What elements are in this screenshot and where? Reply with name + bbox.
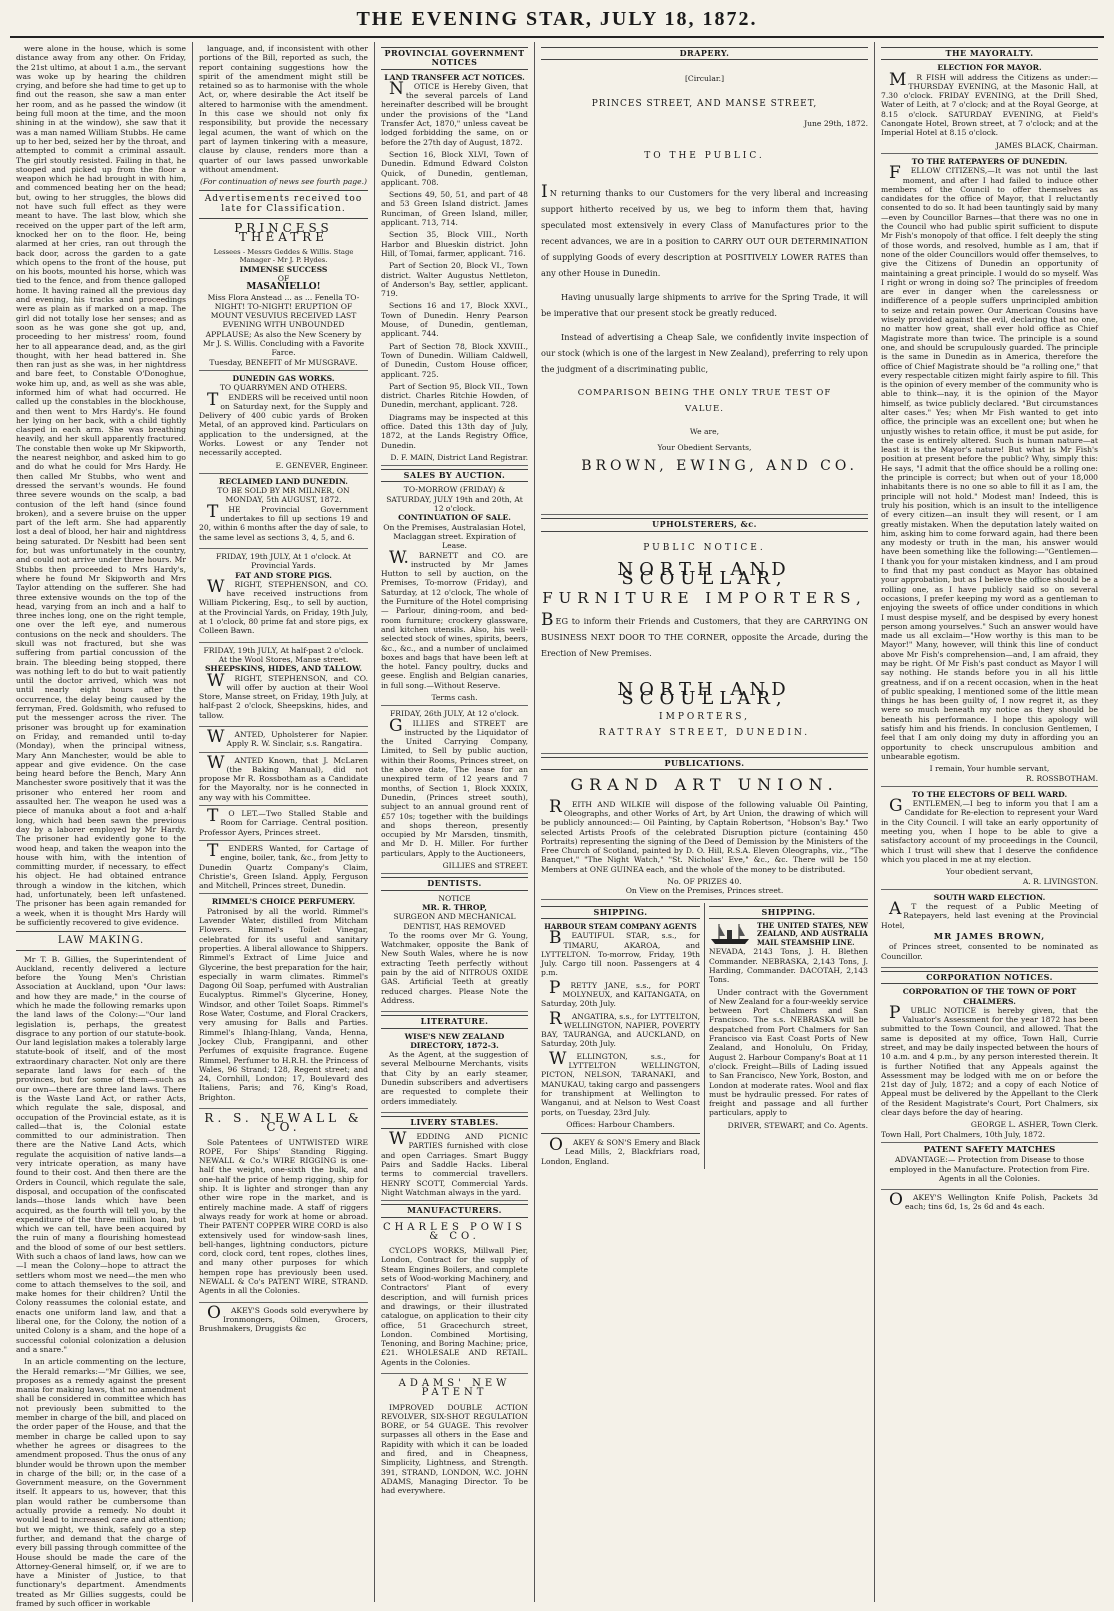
dent-notice: NOTICE — [438, 893, 471, 903]
gas-sub: TO QUARRYMEN AND OTHERS. — [219, 383, 348, 393]
we-are: We are, — [689, 427, 720, 437]
land-item: Sections 16 and 17, Block XXVI., Town of Dunedin. Henry Pearson Mouse, of Dunedin, gentleman, applicant. 744. — [381, 301, 528, 339]
rec-sub: TO BE SOLD BY MR MILNER, ON MONDAY, 5th AUGUST, 1872. — [217, 486, 350, 505]
newall-title: R. S. NEWALL & CO. — [204, 1110, 363, 1135]
south-name: MR JAMES BROWN, — [933, 932, 1046, 943]
friday-2: FRIDAY, 19th JULY, At half-past 2 o'clock. At the Wool Stores, Manse street. — [203, 645, 364, 664]
theatre-benefit: Tuesday, BENEFIT of Mr MUSGRAVE. — [209, 357, 358, 367]
harbour-steam-title: HARBOUR STEAM COMPANY AGENTS — [544, 921, 697, 931]
land-item: Section 35, Block VIII., North Harbor and Blueskin district. John Hill, of Tomai, farmer, applicant. 716. — [381, 230, 528, 258]
land-sign: D. F. MAIN, District Land Registrar. — [390, 452, 528, 462]
pigs-title: FAT AND STORE PIGS. — [235, 570, 332, 580]
section-header-mayoralty: THE MAYORALTY. — [881, 47, 1098, 60]
match-body: ADVANTAGE:— Protection from Disease to those employed in the Manufacture. Protection from Fire. Agents in all the Colonies. — [889, 1155, 1090, 1183]
section-header-dentists: DENTISTS. — [381, 877, 528, 890]
rec-title: RECLAIMED LAND DUNEDIN. — [219, 476, 348, 486]
divider — [16, 931, 186, 932]
newspaper-title: THE EVENING STAR, JULY 18, 1872. — [356, 8, 758, 30]
corp-title: CORPORATION OF THE TOWN OF PORT CHALMERS. — [902, 987, 1077, 1006]
ad-princess-theatre — [199, 221, 368, 371]
late-ads-header: Advertisements received too late for Classification. — [204, 194, 363, 214]
rate-title: TO THE RATEPAYERS OF DUNEDIN. — [911, 156, 1068, 166]
rate-sign: R. ROSSBOTHAM. — [1025, 773, 1098, 783]
ad-mayor-fish — [881, 63, 1098, 154]
section-header-auction: SALES BY AUCTION. — [381, 469, 528, 482]
ad-livery: WEDDING AND PICNIC PARTIES furnished with close and open Carriages. Smart Buggy Pairs and Saddle Hacks. Liberal terms to commercial travellers. HENRY SCOTT, Commercial Yards. Night Watchman always in the yard. — [381, 1132, 528, 1201]
rimmel-body: Patronised by all the world. Rimmel's Lavender Water, distilled from Mitcham Flowers. Rimmel's Toilet Vinegar, celebrated for its useful and sanitary properties. A liberal allowance to Shippers. Rimmel's Extract of Lime Juice and Glycerine, the best preparation for the hair, especially in warm climates. Rimmel's Dagong Oil Soap, perfumed with Australian Eucalyptus. Rimmel's Glycerine, Honey, Windsor, and other Toilet Soaps. Rimmel's Rose Water, Costume, and Floral Crackers, very amusing for Balls and Parties. Rimmel's Ihlang-Ihlang, Vanda, Henna, Jockey Club, Frangipanni, and other Perfumes of exquisite fragrance. Eugene Rimmel, Perfumer to H.R.H. the Princess of Wales, 96 Strand; 128, Regent street; and 24, Cornhill, London; 17, Boulevard des Italiens, Paris; and 76, King's Road, Brighton. — [199, 906, 368, 1102]
land-body: NOTICE is Hereby Given, that the several parcels of Land hereinafter described will be brought under the provisions of the "Land Transfer Act, 1870," unless caveat be lodged forbidding the same, on or before the 27th day of August, 1872. — [381, 78, 528, 147]
land-item: Sections 49, 50, 51, and part of 48 and 53 Green Island district. James Runciman, of Green Island, miller, applicant. 713, 714. — [381, 190, 528, 228]
ad-newall — [199, 1110, 368, 1303]
section-header-corporation: CORPORATION NOTICES. — [881, 971, 1098, 984]
ad-auction-lease — [381, 709, 528, 874]
land-item: Section 16, Block XLVI, Town of Dunedin. Edmund Edward Colston Quick, of Dunedin, gentleman, applicant. 708. — [381, 149, 528, 187]
section-header-drapery: DRAPERY. — [541, 47, 868, 60]
section-header-shipping-right: SHIPPING. — [709, 906, 868, 919]
shipping-right — [704, 903, 868, 1169]
section-header-manufacturers: MANUFACTURERS. — [381, 1204, 528, 1217]
land-item: Part of Section 78, Block XXVIII., Town of Dunedin. William Caldwell, of Dunedin, Custom House officer, applicant. 725. — [381, 341, 528, 379]
auction1-body: W.BARNETT and CO. are instructed by Mr James Hutton to sell by auction, on the Premises, To-morrow (Friday), and Saturday, at 12 o'clock, The whole of the Furniture of the Hotel comprising — Parlour, dining-room, and bed-room furniture; crockery glassware, and kitchen utensils. Also, his well-selected stock of wines, spirits, beers, &c., &c., and a number of unclaimed boxes and bags that have been left at the hotel. Fancy poultry, ducks and geese. English and Belgian canaries, in full song.—Without Reserve. — [381, 547, 528, 690]
gas-title: DUNEDIN GAS WORKS. — [232, 373, 335, 383]
ad-tenders-cartage: TENDERS Wanted, for Cartage of engine, boiler, tank, &c., from Jetty to Dunedin Quartz Company's Claim, Christie's, Green Island. Apply, Ferguson and Mitchell, Princes street, Dunedin. — [199, 844, 368, 894]
ad-rossbotham — [881, 157, 1098, 787]
ad-port-chalmers — [881, 987, 1098, 1143]
newall-body: Sole Patentees of UNTWISTED WIRE ROPE, For Ships' Standing Rigging. NEWALL & Co.'s WIRE RIGGING is one-half the weight, one-sixth the bulk, and one-half the price of hemp rigging, ship for ship. It is lighter and stronger than any other wire rope in the market, and is entirely machine made. A staff of riggers always ready for work at home or abroad. Their PATENT COPPER WIRE CORD is also extensively used for window-sash lines, bell-hanges, lightning conductors, picture cord, clock cord, tent ropes, clothes lines, and many other purposes for which hempen rope has previously been used. NEWALL & Co's PATENT WIRE, STRAND. Agents in all the Colonies. — [199, 1137, 368, 1296]
theatre-success: IMMENSE SUCCESS — [239, 264, 328, 274]
adams-body: IMPROVED DOUBLE ACTION REVOLVER, SIX-SHOT REGULATION BORE, or 54 GUAGE. This revolver surpasses all others in the Ease and Rapidity with which it can be loaded and fired, and in Cheapness, Simplicity, Lightness, and Strength. 391, STRAND, LONDON, W.C. JOHN ADAMS, Managing Director. To be had everywhere. — [381, 1402, 528, 1496]
drapery-body-3: Instead of advertising a Cheap Sale, we confidently invite inspection of our stock (which is one of the largest in New Zealand), preferring to rely upon the judgment of a discriminating public, — [541, 332, 868, 375]
column-5 — [874, 42, 1104, 1602]
ad-knife-polish: OAKEY'S Wellington Knife Polish, Packets 3d each; tins 6d, 1s, 2s 6d and 4s each. — [889, 1190, 1098, 1212]
divider — [541, 1133, 700, 1134]
auction1-title: CONTINUATION OF SALE. — [398, 513, 511, 523]
ad-to-let: TO LET.—Two Stalled Stable and Room for Carriage. Central position. Professor Ayers, Princes street. — [199, 809, 368, 841]
ad-art-union — [541, 775, 868, 899]
election-title: ELECTION FOR MAYOR. — [937, 63, 1042, 73]
ad-auction-hotel — [381, 485, 528, 706]
us-mail-title: THE UNITED STATES, NEW ZEALAND, AND AUSTRALIA MAIL STEAMSHIP LINE. — [757, 920, 868, 947]
bell-sign: A. R. LIVINGSTON. — [1022, 876, 1098, 886]
drapery-date: June 29th, 1872. — [804, 118, 868, 128]
auction1-where: On the Premises, Australasian Hotel, Maclaggan street. Expiration of Lease. — [383, 522, 526, 551]
section-header-upholsterers: UPHOLSTERERS, &c. — [541, 518, 868, 531]
continuation-note: (For continuation of news see fourth page.) — [200, 177, 367, 187]
dent-role: SURGEON AND MECHANICAL DENTIST, HAS REMOVED — [393, 912, 516, 931]
land-title: LAND TRANSFER ACT NOTICES. — [384, 72, 525, 82]
south-body: AT the request of a Public Meeting of Ratepayers, held last evening at the Provincial Hotel, — [881, 899, 1098, 930]
steamship-icon — [709, 922, 753, 946]
auction2-sign: GILLIES and STREET. — [442, 861, 528, 871]
shipping-section — [541, 903, 868, 1169]
south-body-2: of Princes street, consented to be nominated as Councillor. — [881, 942, 1098, 961]
wise-title: WISE'S NEW ZEALAND DIRECTORY, 1872-3. — [404, 1031, 505, 1050]
article-law-making-continued: language, and, if inconsistent with other portions of the Bill, reported as such, the report containing suggestions how the spirit of the amendment might still be retained so as to harmonise with the whole Act, or, where desirable the Act itself be altered to harmonise with the amendment. In this case we should not only fix responsibility, but provide the necessary legal acumen, the want of which on the part of laymen tinkering with a measure, clause by clause, renders more than a quarter of our laws passed unworkable without amendment. — [199, 44, 368, 174]
harbour-offices: Offices: Harbour Chambers. — [566, 1119, 675, 1129]
art-view: On View on the Premises, Princes street. — [625, 886, 784, 896]
adams-title: ADAMS' NEW PATENT — [398, 1378, 511, 1399]
skins-title: SHEEPSKINS, HIDES, AND TALLOW. — [204, 664, 363, 674]
column-2 — [192, 42, 374, 1602]
obedient-servants: Your Obedient Servants, — [657, 442, 752, 452]
section-header-publications: PUBLICATIONS. — [541, 757, 868, 770]
section-header-literature: LITERATURE. — [381, 1015, 528, 1028]
art-body: REITH AND WILKIE will dispose of the following valuable Oil Painting, Oleographs, and other Works of Art, by Art Union, the drawing of which will be publicly announced:— Oil Painting, by Captain Robertson, "Hobson's Bay." Two selected Artists Proofs of the celebrated Disruption picture (containing 450 Portraits) representing the signing of the Deed of Demission by the Ministers of the Free Church of Scotland, painted by D. O. Hill, R.S.A. Eleven Oleographs, viz., "The Banquet," "The Night Watch," "St. Nicholas' Eve," &c., &c. There will be 150 Members at ONE GUINEA each, and the whole of the money to be distributed. — [541, 796, 868, 874]
ship-entry: RANGATIRA, s.s., for LYTTELTON, WELLINGTON, NAPIER, POVERTY BAY, TAURANGA, and AUCKLAND, on Saturday, 20th July. — [541, 1008, 700, 1049]
article-law-making-p1: Mr T. B. Gillies, the Superintendent of Auckland, recently delivered a lecture before the Young Men's Christian Association at Auckland, upon "Our laws: and how they are made," in the course of which he made the following remarks upon the land laws of the Colony:—"Our land legislation is, perhaps, the greatest disgrace to any portion of our statute-book. Our land legislation makes a tolerably large statute-book of itself, and of the most extraordinary character. Not only are there separate land laws for each of the provinces, but for some of them—such as our own—there are three land laws. There is the Waste Land Act, or rather Acts, which regulate the sale, disposal, and occupation of the Provincial estate, as it is called—that is, the Colonial estate committed to our administration. Then there are the Native Land Acts, which regulate the acquisition of native lands—a very intricate operation, as many have found to their cost. And then there are the Orders in Council, which regulate the sale, disposal, and occupation of the confiscated lands—those lands which have been acquired, as the fourth will tell you, by the expenditure of the three million loan, but which we can tell, have been acquired by the ruin of many a flourishing homestead and the blood of some of our best settlers. With such a chaos of land laws, how can we—I mean the Colony—hope to attract the settlers whom most we need—the men who come to attach themselves to the soil, and make homes for their children? Until the Colony reassumes the colonial estate, and enacts one uniform land law, and that a liberal one, for the Colony, the notion of a united Colony is a sham, and the hope of a successful colonial colonization a delusion and a snare." — [16, 954, 186, 1354]
bell-remain: Your obedient servant, — [945, 867, 1034, 877]
rimmel-title: RIMMEL'S CHOICE PERFUMERY. — [211, 897, 356, 907]
powis-body: CYCLOPS WORKS, Millwall Pier, London, Contract for the supply of Steam Engines Boilers, and complete sets of Wood-working Machinery, and Contractors' Plant of every description, and will furnish prices and drawings, or their illustrated catalogue, on application to their city office, 51 Gracechurch street, London. Combined Mortising, Tenoning, and Boring Machine; price, £21. WHOLESALE AND RETAIL. Agents in the Colonies. — [381, 1246, 528, 1367]
ad-gas-works — [199, 374, 368, 474]
ad-dentist — [381, 894, 528, 1013]
masthead-rule — [10, 36, 1104, 38]
ad-wise-directory — [381, 1032, 528, 1113]
dent-body: To the rooms over Mr G. Young, Watchmaker, opposite the Bank of New South Wales, where he is now extracting Teeth perfectly without pain by the aid of NITROUS OXIDE GAS. Artificial Teeth at greatly reduced charges. Please Note the Address. — [381, 930, 528, 1005]
comparison-slogan: COMPARISON BEING THE ONLY TRUE TEST OF VALUE. — [577, 388, 832, 415]
ad-north-scoullar — [541, 544, 868, 754]
land-foot: Diagrams may be inspected at this office. Dated this 13th day of July, 1872, at the Lands Registry Office, Dunedin. — [381, 412, 528, 450]
divider — [199, 190, 368, 191]
ad-wanted-known: WANTED Known, that J. McLaren (the Baking Manual), did not propose Mr R. Rossbotham as a Candidate for the Mayoralty, nor is he connected in any way with his Committee. — [199, 756, 368, 806]
brown-ewing-signature: BROWN, EWING, AND CO. — [581, 458, 858, 475]
north-scoullar-1: NORTH AND SCOULLAR, — [617, 558, 792, 590]
wise-body: As the Agent, at the suggestion of several Melbourne Merchants, visits that City by an early steamer, Dunedin subscribers and advertisers are requested to complete their orders immediately. — [381, 1050, 528, 1106]
gas-sign: E. GENEVER, Engineer. — [275, 460, 368, 470]
auction1-terms: Terms cash. — [431, 693, 478, 702]
corp-body: PUBLIC NOTICE is hereby given, that the Valuator's Assessment for the year 1872 has been submitted to the Town Council, and allowed. That the same is deposited at my office, Town Hall, Currie street, and may be daily inspected between the hours of 10 a.m. and 4 p.m., by any person interested therein. It is further Notified that any Appeals against the Assessment may be lodged with me on or before the 21st day of July, 1872; and a copy of each Notice of Appeal must be delivered by the Appellant to the Clerk of the Resident Magistrate's Court, Port Chalmers, six clear days before the day of hearing. — [881, 1002, 1098, 1118]
rec-body: THE Provincial Government undertakes to fill up sections 19 and 20, within 6 months after the day of sale, to the same level as sections 3, 4, 5, and 6. — [199, 501, 368, 542]
us-sign: DRIVER, STEWART, and Co. Agents. — [727, 1120, 868, 1130]
ad-wanted-upholsterer: WANTED, Upholsterer for Napier. Apply R. W. Sinclair, s.s. Rangatira. — [199, 730, 368, 753]
dent-name: MR. R. THROP, — [422, 902, 487, 912]
match-title: PATENT SAFETY MATCHES — [923, 1144, 1056, 1155]
column-3 — [374, 42, 534, 1602]
article-crime-report: were alone in the house, which is some distance away from any other. On Friday, the 21st ultimo, at about 1 a.m., the servant was woke up by hearing the children crying, and before she had time to get up to find out the reason, she saw a man enter her room, and as he passed the window (it being full moon at the time, and the moon shining in at the window), she saw that it was a man named William Stubbs. He came up to her bed, seized her by the throat, and attempted to commit a criminal assault. The girl stoutly resisted. Failing in that, he stooped and picked up from the floor a weapon which he had brought in with him, and commenced beating her on the head; but, owing to her struggles, the blows did not have such full effect as they were meant to have. The last blow, which she received on the upper part of the left arm, knocked her on to the floor. He, being alarmed at her cries, ran out through the back door, across the garden to a gate which opens to the front of the house, put on his boots, mounted his horse, which was tied to the fence, and from thence galloped home. It having rained all the previous day and evening, his tracks and proceedings were as plain as if marked on a map. The girl did not totally lose her senses; and as soon as he was gone she got up, and, proceeding to her mistress' room, found her to all appearance dead, and, as the girl thought, with her head battered in. She then ran just as she was, in her nightdress and bare feet, to Constable O'Donoghue, woke him up, and, as well as she was able, informed him of what had occurred. He called up the constables in the blockhouse, and then went to Mrs Hardy's. He found her lying on her back, with a child tightly clasped in each arm. She was breathing heavily, and her skull apparently fractured. The constable then woke up Mr Skipworth, the nearest neighbor, and asked him to go and do what he could for Mrs Hardy. He then called Mr Stubbs, who went and dressed the servant's wounds. He found three severe wounds on the scalp, a bad contusion of the left hand (since found broken), and a severe bruise on the upper part of the left arm. She had apparently lost a deal of blood, her hair and nightdress being saturated. Dr Nesbitt had been sent for, but was unfortunately in the country, and could not arrive under three hours. Mr Stubbs then proceeded to Mrs Hardy's, where he found Mr Skipworth and Mrs Taylor attending on the sufferer. She had three extensive wounds on the top of the head, varying from an inch and a half to three inches long, one on the right temple, one over the left eye, and numerous contusions on the neck and shoulders. The skull was not fractured, but she was suffering from partial concussion of the brain. The bleeding being stopped, there was nothing left to do but to wait patiently until the doctor arrived, which was not until nearly eight hours after the occurrence, the delay being caused by the ferryman, Fred. Goldsmith, who refused to put the messenger across the river. The prisoner was brought up for examination on Friday, and remanded until to-day (Monday), when the principal witness, Mary Ann Manchester, would be able to appear and give evidence. On the case being heard before the Bench, Mary Ann Manchester swore positively that it was the prisoner who entered her room and assaulted her. The weapon he used was a piece of manuka about a foot and a-half long, which had been sawn the previous day by a laborer employed by Mr Hardy. The prisoner had evidently gone to the wood heap, and taken the weapon into the house with him, with the intention of committing murder, if necessary, to effect his object. He had obtained entrance through a window in the kitchen, which had, unfortunately, been left unfastened. The prisoner has been again remanded for a week, when it is thought Mrs Hardy will be sufficiently recovered to give evidence. — [16, 44, 186, 927]
ship-entry: PRETTY JANE, s.s., for PORT MOLYNEUX, and KAITANGATA, on Saturday, 20th July. — [541, 977, 700, 1009]
ad-livingston — [881, 790, 1098, 890]
us-body: Under contract with the Government of New Zealand for a four-weekly service between Port Chalmers and San Francisco. The s.s. NEBRASKA will be despatched from Port Chalmers for San Francisco via East Coast Ports of New Zealand, and Honolulu, On Friday, August 2. Harbour Company's Boat at 11 o'clock. Freight—Bills of Lading issued to San Francisco, New York, Boston, and London at moderate rates. Wool and flax must be hydraulic pressed. For rates of freight and passage and all further particulars, apply to — [709, 987, 868, 1118]
skins-body: WRIGHT, STEPHENSON, and CO. will offer by auction at their Wool Store, Manse street, on Friday, 19th July, at half-past 2 o'clock, Sheepskins, hides, and tallow. — [199, 670, 368, 720]
north-scoullar-body: BEG to inform their Friends and Customers, that they are CARRYING ON BUSINESS NEXT DOOR TO THE CORNER, opposite the Arcade, during the Erection of New Premises. — [541, 609, 868, 658]
south-title: SOUTH WARD ELECTION. — [933, 892, 1046, 902]
ad-brown-ewing — [541, 74, 868, 515]
pigs-body: WRIGHT, STEPHENSON, and CO. have received instructions from William Pickering, Esq., to sell by auction, at the Provincial Yards, on Friday, 19th July, at 1 o'clock, 80 prime fat and store pigs, ex Colleen Bawn. — [199, 576, 368, 636]
theatre-play: MASANIELLO! — [246, 282, 321, 293]
ad-pigs — [199, 552, 368, 643]
ship-entry: BEAUTIFUL STAR, s.s., for TIMARU, AKAROA, and LYTTELTON. To-morrow, Friday, 19th July. Cargo till noon. Passengers at 4 p.m. — [541, 928, 700, 978]
importers-label: IMPORTERS, — [659, 712, 750, 723]
ad-rimmel — [199, 897, 368, 1109]
ad-adams — [381, 1379, 528, 1496]
notice-land-transfer — [381, 73, 528, 467]
ad-sheepskins — [199, 646, 368, 727]
corp-date: Town Hall, Port Chalmers, 10th July, 1872. — [881, 1129, 1046, 1139]
furniture-importers: FURNITURE IMPORTERS, — [542, 588, 867, 607]
drapery-body-2: Having unusually large shipments to arrive for the Spring Trade, it will be imperative that our present stock be greatly reduced. — [541, 292, 868, 319]
auction1-when: TO-MORROW (FRIDAY) & SATURDAY, JULY 19th and 20th, At 12 o'clock. — [386, 485, 523, 514]
rate-body: FELLOW CITIZENS,—It was not until the last moment, and after I had failed to induce other members of the Council to offer themselves as candidates for the office of Mayor, that I reluctantly consented to do so. It had been tauntingly said by many—even by Councillor Barnes—that there was no one in the Council who had public spirit sufficient to dispute Mr Fish's monopoly of that office. I felt deeply the sting of those words, and resolved, humble as I am, that if none of the older Councillors would offer themselves, to give the Citizens of Dunedin an opportunity of maintaining a great principle. I would do so myself. Was I right or wrong in doing so? The principles of freedom are ever in danger when the carelessness or indifference of a people suffers unprincipled ambition to seize and retain power. Our American Cousins have wisely provided against the evil, declaring that no one, no matter how great, shall ever hold office as Chief Magistrate more than twice. The principle is a sound one, and should be scrupulously guarded. The principle is the same in Dunedin as in America, therefore the office of Chief Magistrate should be "a rolling one," that every respectable citizen might fairly aspire to fill. This is the opinion of every member of the community who is able to think—nay, it is the opinion of the Mayor himself, as twice publicly declared. "But circumstances alter cases." Yes; when Mr Fish wanted to get into office, the principle was an excellent one; but when he unjustly wishes to retain office, it must be put aside, for the case is entirely altered. Such is human nature—at least it is the Mayor's nature! But what is Mr Fish's position at present before the public? Why, simply this: He says, "I admit that the office should be a rolling one: the principle is correct; but when out of your 18,000 inhabitants there is no one so able to fill it as I am, the principle will not hold." Modest man! Indeed, this is truly his position, which is an insult to the intelligence of every citizen—an insult they will resent, or I am greatly mistaken. When the deputation lately waited on him, asking him to come forward again, had there been any modesty or truth in the man, his answer would have been something like the following:—"Gentlemen—I thank you for your mistaken kindness, and I am proud to find that my past conduct as Mayor has obtained your approbation, but as I believe the office should be a rolling one, as I have publicly said so on several occasions, I prefer keeping my word as a gentleman to enjoying the sweets of office under conditions in which I must despise myself, and be despised by every honest person among yourselves." Such an answer would have made us all exclaim—"How worthy is this man to be Mayor!" Many, however, will think this line of conduct above Mr Fish's comprehension—and, I am afraid, they may be right. Of Mr Fish's past conduct as Mayor I will say nothing. He stands before you in all his little greatness, and if on a recent occasion, when in the heat of public speaking, I mentioned some of the little mean things he has been guilty of, I now regret it, as they were so much beneath my notice as they should be beneath his performance. I hope this apology will satisfy him and his friends. In conclusion Gentlemen, I feel that I am only doing my duty in affording you an opportunity to check unscrupulous ambition and unbearable egotism. — [881, 163, 1098, 761]
grand-art-union: GRAND ART UNION. — [570, 775, 839, 795]
auction2-when: FRIDAY, 26th JULY, At 12 o'clock. — [389, 709, 520, 719]
bell-title: TO THE ELECTORS OF BELL WARD. — [911, 789, 1068, 799]
masthead — [0, 0, 1114, 40]
auction2-body: GILLIES and STREET are instructed by the Liquidator of the United Carrying Company, Limited, to Sell by public auction, within their Rooms, Princes street, on the above date, The lease for an unexpired term of 12 years and 7 months, of Section 1, Block XXXIX, Dunedin, (Princes street south), subject to an annual ground rent of £57 10s; together with the buildings and shops thereon, presently occupied by Mr Marsden, tinsmith, and Mr D. H. Miller. For further particulars, Apply to the Auctioneers, — [381, 715, 528, 858]
public-notice: PUBLIC NOTICE. — [643, 542, 766, 553]
ad-safety-matches — [881, 1146, 1098, 1190]
article-title-law-making: LAW MAKING. — [57, 935, 145, 947]
divider — [16, 950, 186, 951]
ad-south-ward — [881, 893, 1098, 968]
circular-label: [Circular.] — [684, 74, 725, 84]
column-1 — [10, 42, 192, 1608]
theatre-lessees: Lessees - Messrs Geddes & Willis. Stage Manager - Mr J. P. Hydes. — [213, 247, 354, 265]
theatre-of: OF — [277, 273, 290, 283]
column-4 — [534, 42, 874, 1602]
section-header-livery: LIVERY STABLES. — [381, 1116, 528, 1129]
section-header-provincial: PROVINCIAL GOVERNMENT NOTICES — [381, 47, 528, 70]
bell-body: GENTLEMEN,—I beg to inform you that I am a Candidate for Re-election to represent your Ward in the City Council. I will take an early opportunity of meeting you, when I hope to be able to give a satisfactory account of my proceedings in the Council, which I trust will shew that I deserve the confidence which you placed in me at my election. — [881, 796, 1098, 864]
art-prizes: No. OF PRIZES 40. — [667, 877, 742, 887]
ship-entry: WELLINGTON, s.s., for LYTTELTON WELLINGTON, PICTON, NELSON, TARANAKI, and MANUKAU, taking cargo and passengers for transhipment at Wellington to Wanganui, and at Nelson to West Coast ports, on Tuesday, 23rd July. — [541, 1048, 700, 1117]
fish-body: MR FISH will address the Citizens as under:— THURSDAY EVENING, at the Masonic Hall, at 7.30 o'clock. FRIDAY EVENING, at the Drill Shed, Water of Leith, at 7 o'clock; and at the Royal George, at 8.15 o'clock. SATURDAY EVENING, at Field's Canongate Hotel, Brown street, at 7 o'clock; and at the Imperial Hotel at 8.15 o'clock. — [881, 69, 1098, 138]
ad-powis — [381, 1223, 528, 1374]
rate-remain: I remain, Your humble servant, — [929, 764, 1050, 774]
rattray-street: RATTRAY STREET, DUNEDIN. — [598, 727, 811, 738]
divider — [199, 218, 368, 219]
section-header-shipping-left: SHIPPING. — [541, 906, 700, 919]
drapery-body-1: IN returning thanks to our Customers for the very liberal and increasing support hitherto received by us, we beg to inform them that, having speculated most extensively in every Class of Manufactures prior to the recent advances, we are in a position to CARRY OUT OUR DETERMINATION of supplying Goods of every description at POSITIVELY LOWER RATES than any other House in Dunedin. — [541, 182, 868, 279]
powis-title: CHARLES POWIS & CO. — [382, 1221, 527, 1242]
land-item: Part of Section 95, Block VII., Town district. Charles Ritchie Howden, of Dunedin, merchant, applicant. 728. — [381, 381, 528, 410]
shipping-left — [541, 903, 700, 1169]
corp-sign: GEORGE L. ASHER, Town Clerk. — [970, 1120, 1098, 1130]
ad-oakey-emery: OAKEY & SON'S Emery and Black Lead Mills, 2, Blackfriars road, London, England. — [541, 1135, 700, 1166]
ad-oakey-goods: OAKEY'S Goods sold everywhere by Ironmongers, Oilmen, Grocers, Brushmakers, Druggists &c — [199, 1302, 368, 1334]
north-scoullar-2: NORTH AND SCOULLAR, — [617, 678, 792, 710]
theatre-body: Miss Flora Anstead ... as ... Fenella TO-NIGHT! TO-NIGHT! ERUPTION OF MOUNT VESUVIUS RECEIVED LAST EVENING WITH UNBOUNDED APPLAUSE; As also the New Scenery by Mr J. S. Willis. Concluding with a Favorite Farce. — [202, 292, 365, 358]
drapery-address: PRINCES STREET, AND MANSE STREET, — [591, 98, 818, 109]
to-the-public: TO THE PUBLIC. — [644, 151, 765, 162]
theatre-title: PRINCESS THEATRE — [234, 221, 333, 245]
us-ships: NEVADA, 2143 Tons, J. H. Blethen Commander. NEBRASKA, 2,143 Tons, J. Harding, Commander. DACOTAH, 2,143 Tons. — [709, 947, 868, 985]
friday-1: FRIDAY, 19th JULY, At 1 o'clock. At Provincial Yards. — [215, 551, 352, 571]
land-item: Part of Section 20, Block VI., Town district. Walter Augustus Nettleton, of Anderson's Bay, settler, applicant. 719. — [381, 261, 528, 299]
fish-sign: JAMES BLACK, Chairman. — [995, 140, 1098, 150]
gas-body: TENDERS will be received until noon on Saturday next, for the Supply and Delivery of 400 cubic yards of Broken Metal, of an approved kind. Particulars on application to the undersigned, at the Works. Lowest or any Tender not necessarily accepted. — [199, 389, 368, 458]
ad-reclaimed-land — [199, 477, 368, 549]
article-law-making-p2: In an article commenting on the lecture, the Herald remarks:—"Mr Gillies, we see, proposes as a remedy against the present mania for making laws, that no amendment shall be considered in committee which has not previously been submitted to the member in charge of the bill, and placed on the order paper of the House, and that the member in charge be called upon to say whether he agrees or disagrees to the amendment proposed. Thus the onus of any blunder would be thrown upon the member in charge of the bill; or, in the case of a Government measure, on the Government itself. It appears to us, however, that this plan would rather be cumbersome than actually provide a remedy. No doubt it would lead to increased care and attention; but we might, we think, safely go a step further, and demand that the charge of every bill passing through committee of the House should be made the care of the Attorney-General himself, or, if we are to have a Minister of Justice, to that functionary's department. Amendments treated as Mr Gillies suggests, could be framed by such officer in workable — [16, 1357, 186, 1608]
